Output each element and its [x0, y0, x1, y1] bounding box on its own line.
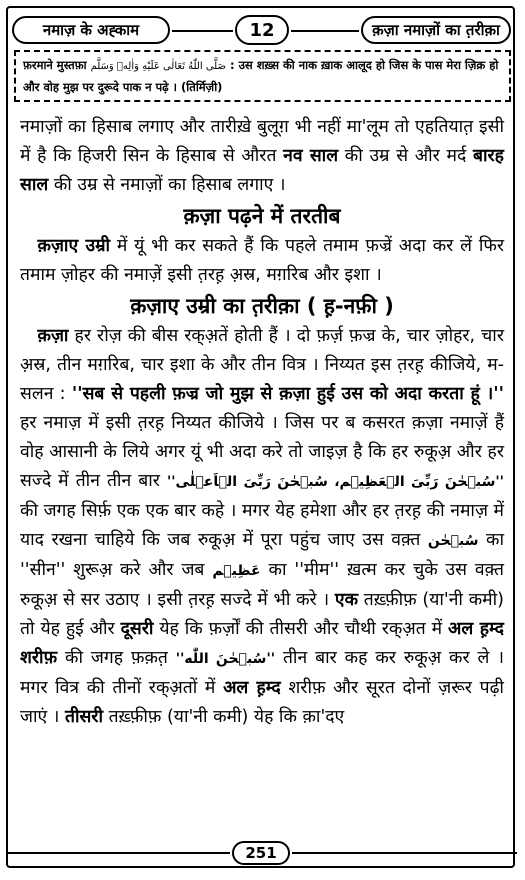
- p1-bold-twelve-years: बारह साल: [20, 146, 504, 195]
- notice-arabic-salutation: صَلَّى اللّٰهُ تَعَالٰی عَلَیْهِ وَاٰلِهٖ وَسَلَّم: [90, 61, 226, 72]
- hadith-notice: [14, 50, 511, 102]
- p3-niyyat-quote: ''सब से पहली फ़ज्र जो मुझ से क़ज़ा हुई उस को अदा करता हूं ।'': [71, 384, 504, 404]
- p3-bold-second: दूसरी: [120, 619, 154, 639]
- paragraph-2: [20, 232, 504, 290]
- footer-divider-right: [292, 852, 517, 854]
- p3-after4: का ''मीम'' ख़त्म कर चुके उस वक़्त रुकूअ़ से सर उठाए । इसी त़रह़ सज्दे में भी करे ।: [20, 560, 504, 610]
- p3-bold-third: तीसरी: [64, 707, 103, 727]
- p3-bold-alhamd: अल ह़म्द शरीफ़: [20, 619, 504, 668]
- chapter-title: क़ज़ा नमाज़ों का त़रीक़ा: [361, 16, 511, 44]
- tasbih-arabic: ''سُبۡحٰنَ رَبِّیَ الۡعَظِیۡم، سُبۡحٰنَ رَبِّیَ الۡاَعۡلٰی'': [166, 474, 504, 490]
- paragraph-3: [20, 322, 504, 732]
- page-header: [10, 12, 513, 48]
- p2-text: में यूं भी कर सकते हैं कि पहले तमाम फ़ज्रें अदा कर लें फिर तमाम ज़ोहर की नमाज़ें इसी त़रह़ अ़स्र, मग़रिब और इशा ।: [20, 236, 504, 285]
- notice-label: फ़रमाने मुस्तफ़ा: [23, 58, 87, 72]
- p3-after9: शरीफ़ और सूरत दोनों ज़रूर पढ़ी जाएं ।: [20, 678, 504, 727]
- p1-mid: की उम्र से और मर्द: [344, 146, 467, 166]
- p3-after6: येह कि फ़र्ज़ों की तीसरी और चौथी रक्अ़त में: [159, 619, 443, 639]
- section-heading-method: क़ज़ाए उम्री का त़रीक़ा ( ह़-नफ़ी ): [130, 294, 394, 318]
- notice-text: : उस शख़्स की नाक ख़ाक आलूद हो जिस के पास मेरा ज़िक्र हो और वोह मुझ पर दुरूदे पाक न पढ़े । (तिर्मिज़ी): [23, 58, 499, 94]
- p3-text: हर रोज़ की बीस रक्अ़तें होती हैं । दो फ़र्ज़ फ़ज्र के, चार ज़ोहर, चार अ़स्र, तीन मग़रिब, चार इशा के और तीन वित्र । निय्यत इस त़रह़ कीजिये, म-सलन :: [20, 326, 504, 404]
- p3-after3: का ''सीन'' शुरूअ़ करे और जब: [20, 530, 504, 580]
- paragraph-1: [20, 113, 504, 200]
- footer-page-number: 251: [232, 841, 290, 865]
- p1-end: की उम्र से नमाज़ों का हिसाब लगाए ।: [53, 175, 286, 195]
- book-title: नमाज़ के अह्काम: [12, 16, 170, 44]
- page-footer: [0, 838, 525, 868]
- p3-after5: तख़्फ़ीफ़ (या'नी कमी) तो येह हुई और: [20, 590, 504, 639]
- p3-after: हर नमाज़ में इसी त़रह़ निय्यत कीजिये । जिस पर ब कसरत क़ज़ा नमाज़ें हैं वोह आसानी के लिये अगर यूं भी अदा करे तो जाइज़ है कि हर रुकूअ़ और हर सज्दे में तीन तीन बार: [20, 413, 504, 491]
- section-heading-order: क़ज़ा पढ़ने में तरतीब: [183, 204, 341, 228]
- subhan-arabic: سُبۡحٰن: [427, 533, 479, 549]
- p3-after2: की जगह सिर्फ़ एक एक बार कहे । मगर येह हमेशा और हर त़रह़ की नमाज़ में याद रखना चाहिये कि जब रुकूअ़ में पूरा पहुंच जाए उस वक़्त: [20, 501, 504, 550]
- p3-bold-first: एक: [334, 590, 359, 610]
- page-body: [20, 113, 504, 732]
- header-page-number: 12: [235, 15, 289, 45]
- p3-after8: तीन बार कह कर रुकूअ़ कर ले । मगर वित्र की तीनों रक्अ़तों में: [20, 648, 504, 698]
- subhanallah-arabic: ''سُبۡحٰنَ اللّٰه'': [175, 651, 276, 667]
- header-divider-right: [291, 30, 359, 32]
- p1-bold-nine-years: नव साल: [283, 146, 339, 166]
- header-divider-left: [172, 30, 233, 32]
- p2-bold: क़ज़ाए उम्री: [37, 236, 111, 256]
- p3-after10: तख़्फ़ीफ़ (या'नी कमी) येह कि क़ा'दए: [108, 707, 345, 727]
- p1-text: नमाज़ों का हिसाब लगाए और तारीख़े बुलूग़ भी नहीं मा'लूम तो एहतियात़ इसी में है कि हिजरी सिन के हिसाब से औरत: [20, 117, 504, 166]
- p3-after7: की जगह फ़क़त़: [65, 648, 168, 668]
- azim-arabic: عَظِیۡم: [212, 563, 261, 579]
- p3-bold-qaza: क़ज़ा: [37, 326, 69, 346]
- p3-bold-alhamd-2: अल ह़म्द: [223, 678, 281, 698]
- footer-divider-left: [8, 852, 230, 854]
